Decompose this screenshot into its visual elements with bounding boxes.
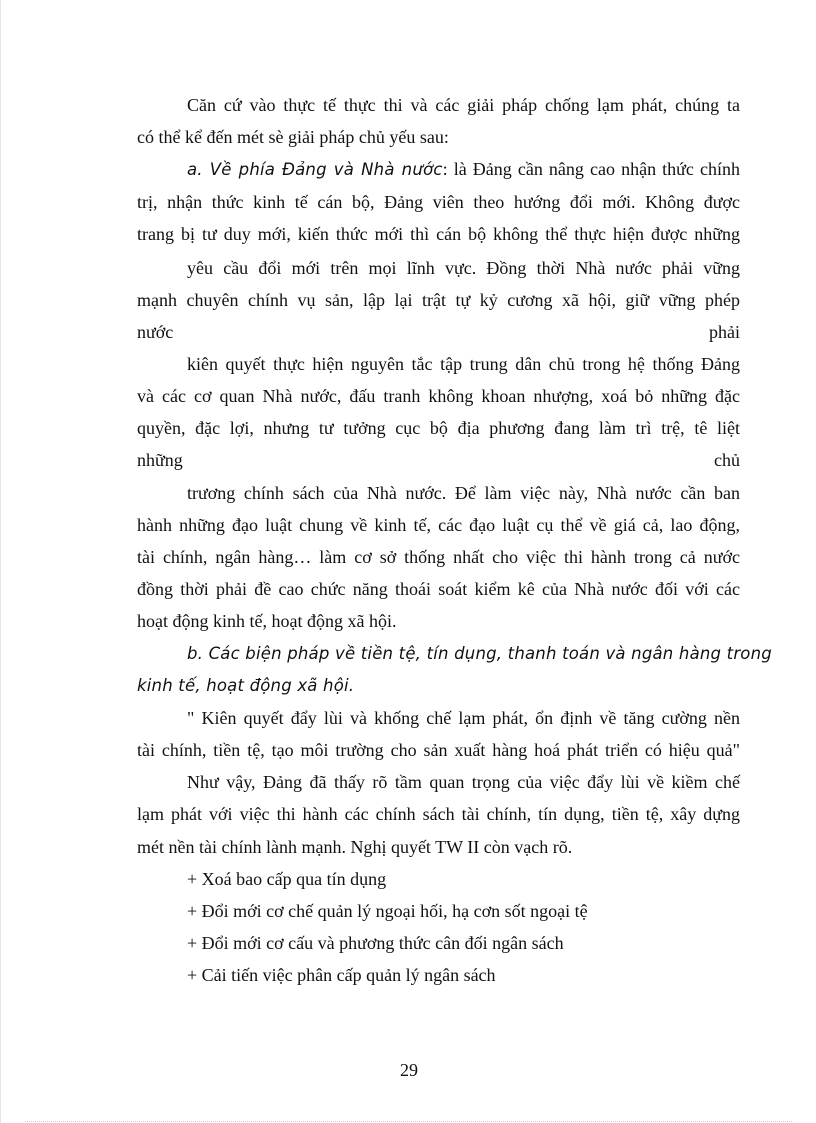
list-item: + Đổi mới cơ chế quản lý ngoại hối, hạ cơn sốt ngoại tệ [187, 901, 588, 921]
paragraph-line: mạnh chuyên chính vụ sản, lập lại trật tự kỷ cương xã hội, giữ vững phép [137, 290, 740, 310]
paragraph-line: tài chính, ngân hàng… làm cơ sở thống nhất cho việc thi hành trong cả nước [137, 547, 740, 567]
paragraph-line: đồng thời phải đề cao chức năng thoái soát kiểm kê của Nhà nước đối với các [137, 579, 740, 599]
paragraph-fragment: chủ [714, 450, 740, 470]
list-item: + Đổi mới cơ cấu và phương thức cân đối ngân sách [187, 933, 564, 953]
paragraph-line: trương chính sách của Nhà nước. Để làm việc này, Nhà nước cần ban [187, 483, 740, 503]
paragraph-line: mét nền tài chính lành mạnh. Nghị quyết TW II còn vạch rõ. [137, 837, 573, 857]
paragraph-fragment: phải [709, 322, 740, 342]
page-number: 29 [400, 1060, 418, 1080]
paragraph-line: lạm phát với việc thi hành các chính sách tài chính, tín dụng, tiền tệ, xây dựng [137, 804, 740, 824]
list-item: + Xoá bao cấp qua tín dụng [187, 869, 387, 889]
page-bottom-divider [25, 1121, 792, 1122]
quote-line: tài chính, tiền tệ, tạo môi trường cho sản xuất hàng hoá phát triển có hiệu quả" [137, 740, 740, 760]
heading-b-continued: kinh tế, hoạt động xã hội. [137, 676, 355, 695]
paragraph-line: có thể kể đến mét sè giải pháp chủ yếu sau: [137, 127, 449, 147]
paragraph-line: Như vậy, Đảng đã thấy rõ tầm quan trọng của việc đẩy lùi về kiềm chế [187, 772, 740, 792]
paragraph-line: trang bị tư duy mới, kiến thức mới thì cán bộ không thể thực hiện được những [137, 224, 740, 244]
paragraph-line: và các cơ quan Nhà nước, đấu tranh không khoan nhượng, xoá bỏ những đặc [137, 386, 740, 406]
paragraph-line: trị, nhận thức kinh tế cán bộ, Đảng viên theo hướng đổi mới. Không được [137, 192, 740, 212]
paragraph-line: yêu cầu đổi mới trên mọi lĩnh vực. Đồng thời Nhà nước phải vững [187, 258, 740, 278]
paragraph-line: hoạt động kinh tế, hoạt động xã hội. [137, 611, 397, 631]
paragraph-line: kiên quyết thực hiện nguyên tắc tập trung dân chủ trong hệ thống Đảng [187, 354, 740, 374]
list-item: + Cải tiến việc phân cấp quản lý ngân sách [187, 965, 496, 985]
heading-a-colon: : [442, 159, 448, 179]
heading-a: a. Về phía Đảng và Nhà nước [187, 160, 443, 179]
heading-a-line [187, 157, 740, 182]
quote-line: " Kiên quyết đẩy lùi và khống chế lạm phát, ổn định về tăng cường nền [187, 708, 740, 728]
paragraph-line: quyền, đặc lợi, nhưng tư tưởng cục bộ địa phương đang làm trì trệ, tê liệt [137, 418, 740, 438]
paragraph-line: hành những đạo luật chung về kinh tế, các đạo luật cụ thể về giá cả, lao động, [137, 515, 740, 535]
paragraph-fragment: những [137, 450, 183, 470]
heading-b: b. Các biện pháp về tiền tệ, tín dụng, thanh toán và ngân hàng trong [187, 644, 772, 663]
paragraph-fragment: là Đảng cần nâng cao nhận thức chính [453, 159, 741, 179]
paragraph-line: Căn cứ vào thực tế thực thi và các giải pháp chống lạm phát, chúng ta [187, 95, 740, 115]
paragraph-fragment: nước [137, 322, 174, 342]
